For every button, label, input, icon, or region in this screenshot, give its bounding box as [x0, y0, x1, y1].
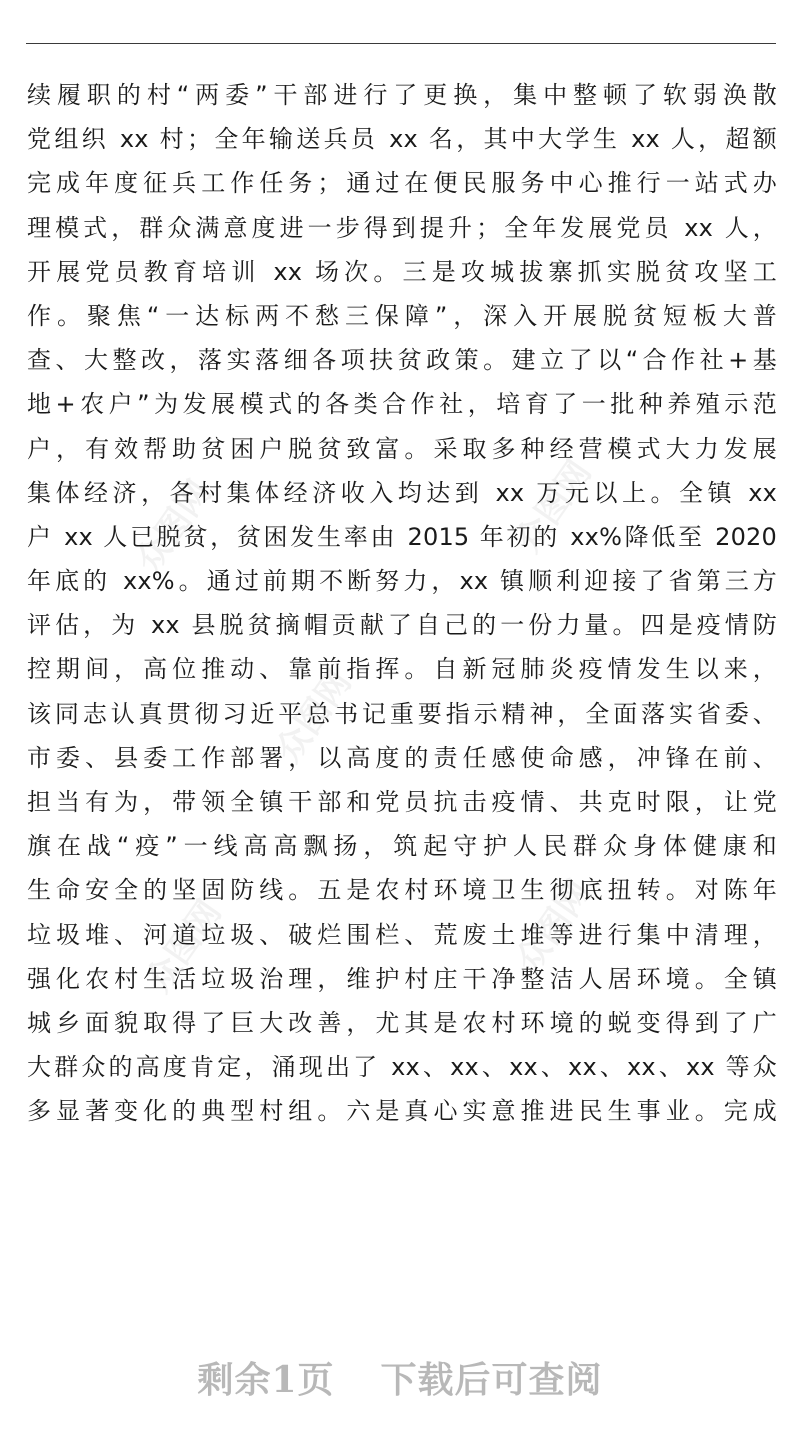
- document-line: 该同志认真贯彻习近平总书记重要指示精神，全面落实省委、: [27, 699, 777, 728]
- document-line: 年底的 xx%。通过前期不断努力，xx 镇顺利迎接了省第三方: [27, 567, 777, 596]
- document-line: 评估，为 xx 县脱贫摘帽贡献了自己的一份力量。四是疫情防: [27, 611, 777, 640]
- watermark-logo: 众图网: [508, 873, 600, 980]
- document-line: 市委、县委工作部署，以高度的责任感使命感，冲锋在前、: [27, 743, 777, 772]
- page-header-rule: [26, 43, 776, 44]
- document-line: 党组织 xx 村；全年输送兵员 xx 名，其中大学生 xx 人，超额: [27, 125, 777, 154]
- watermark-logo: 众图网: [268, 663, 360, 770]
- document-line: 续履职的村“两委”干部进行了更换，集中整顿了软弱涣散: [27, 81, 777, 109]
- document-body: [27, 73, 777, 1134]
- download-to-view-label[interactable]: 下载后可查阅: [380, 1359, 603, 1401]
- document-line: 户，有效帮助贫困户脱贫致富。采取多种经营模式大力发展: [27, 434, 777, 463]
- document-line: 担当有为，带领全镇干部和党员抗击疫情、共克时限，让党: [27, 788, 777, 816]
- document-line: 强化农村生活垃圾治理，维护村庄干净整洁人居环境。全镇: [27, 964, 777, 993]
- document-line: 查、大整改，落实落细各项扶贫政策。建立了以“合作社+基: [27, 346, 777, 375]
- document-line: 地+农户”为发展模式的各类合作社，培育了一批种养殖示范: [27, 390, 777, 419]
- document-line: 理模式，群众满意度进一步得到提升；全年发展党员 xx 人，: [27, 213, 777, 242]
- document-line: 作。聚焦“一达标两不愁三保障”，深入开展脱贫短板大普: [27, 301, 777, 330]
- document-line: 垃圾堆、河道垃圾、破烂围栏、荒废土堆等进行集中清理，: [27, 920, 777, 949]
- watermark-logo: 众图网: [508, 453, 600, 560]
- document-line: 户 xx 人已脱贫，贫困发生率由 2015 年初的 xx%降低至 2020: [27, 522, 777, 551]
- document-line: 完成年度征兵工作任务；通过在便民服务中心推行一站式办: [27, 169, 777, 198]
- document-line: 生命安全的坚固防线。五是农村环境卫生彻底扭转。对陈年: [27, 876, 777, 905]
- document-line: 大群众的高度肯定，涌现出了 xx、xx、xx、xx、xx、xx 等众: [27, 1053, 777, 1082]
- document-line: 旗在战“疫”一线高高飘扬，筑起守护人民群众身体健康和: [27, 832, 777, 861]
- document-line: 开展党员教育培训 xx 场次。三是攻城拔寨抓实脱贫攻坚工: [27, 257, 777, 286]
- document-line: 集体经济，各村集体经济收入均达到 xx 万元以上。全镇 xx: [27, 478, 777, 507]
- document-line: 控期间，高位推动、靠前指挥。自新冠肺炎疫情发生以来，: [27, 655, 777, 684]
- watermark-logo: 众图网: [138, 893, 230, 1000]
- remaining-pages-label[interactable]: 剩余1页: [197, 1359, 335, 1401]
- document-line: 城乡面貌取得了巨大改善，尤其是农村环境的蜕变得到了广: [27, 1008, 777, 1037]
- watermark-logo: 众图网: [128, 473, 220, 580]
- download-prompt[interactable]: [0, 1352, 800, 1402]
- document-line: 多显著变化的典型村组。六是真心实意推进民生事业。完成: [27, 1097, 777, 1126]
